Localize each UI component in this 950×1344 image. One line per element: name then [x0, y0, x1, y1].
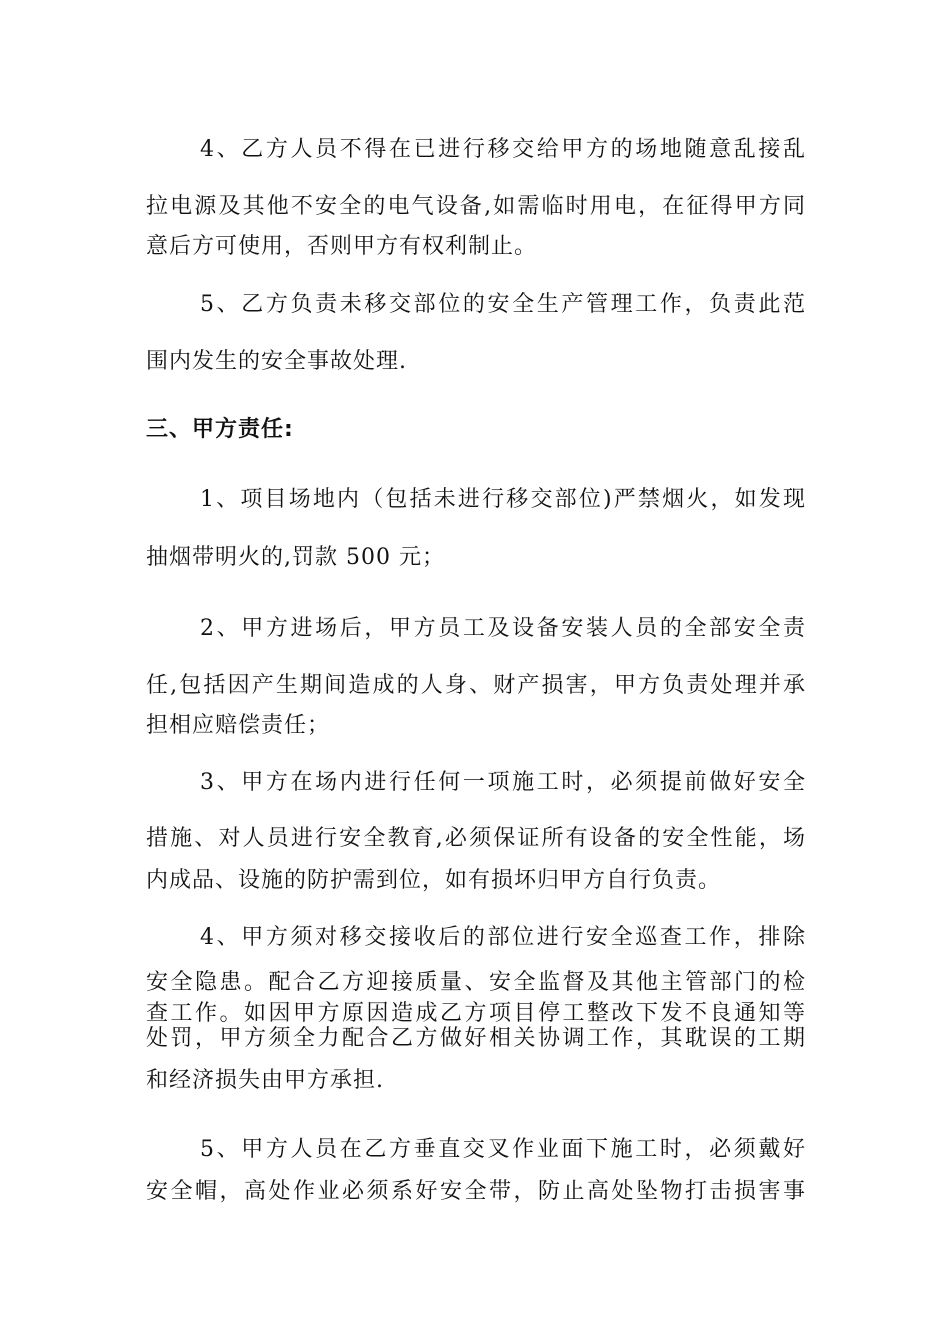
section-heading: 三、甲方责任:	[146, 417, 294, 442]
paragraph-line: 安全隐患。配合乙方迎接质量、安全监督及其他主管部门的检	[146, 970, 806, 995]
paragraph-line: 担相应赔偿责任；	[146, 713, 331, 738]
paragraph-line: 抽烟带明火的,罚款 500 元；	[146, 545, 445, 570]
paragraph-line: 5、甲方人员在乙方垂直交叉作业面下施工时，必须戴好	[200, 1137, 806, 1162]
paragraph-line: 3、甲方在场内进行任何一项施工时，必须提前做好安全	[200, 770, 806, 795]
paragraph-line: 拉电源及其他不安全的电气设备,如需临时用电，在征得甲方同	[146, 194, 806, 219]
paragraph-line: 内成品、设施的防护需到位，如有损坏归甲方自行负责。	[146, 868, 722, 893]
paragraph-line: 任,包括因产生期间造成的人身、财产损害，甲方负责处理并承	[146, 673, 806, 698]
paragraph-line: 查工作。如因甲方原因造成乙方项目停工整改下发不良通知等	[146, 1001, 806, 1026]
paragraph-line: 2、甲方进场后，甲方员工及设备安装人员的全部安全责	[200, 616, 806, 641]
paragraph-line: 措施、对人员进行安全教育,必须保证所有设备的安全性能，场	[146, 826, 806, 851]
paragraph-line: 处罚，甲方须全力配合乙方做好相关协调工作，其耽误的工期	[146, 1026, 806, 1051]
paragraph-line: 1、项目场地内（包括未进行移交部位)严禁烟火，如发现	[200, 487, 806, 512]
paragraph-line: 围内发生的安全事故处理.	[146, 349, 407, 374]
paragraph-line: 安全帽，高处作业必须系好安全带，防止高处坠物打击损害事	[146, 1179, 806, 1204]
paragraph-line: 4、甲方须对移交接收后的部位进行安全巡查工作，排除	[200, 925, 806, 950]
paragraph-line: 5、乙方负责未移交部位的安全生产管理工作，负责此范	[200, 292, 806, 317]
paragraph-line: 意后方可使用，否则甲方有权利制止。	[146, 234, 538, 259]
paragraph-line: 4、乙方人员不得在已进行移交给甲方的场地随意乱接乱	[200, 137, 806, 162]
paragraph-line: 和经济损失由甲方承担.	[146, 1068, 384, 1093]
